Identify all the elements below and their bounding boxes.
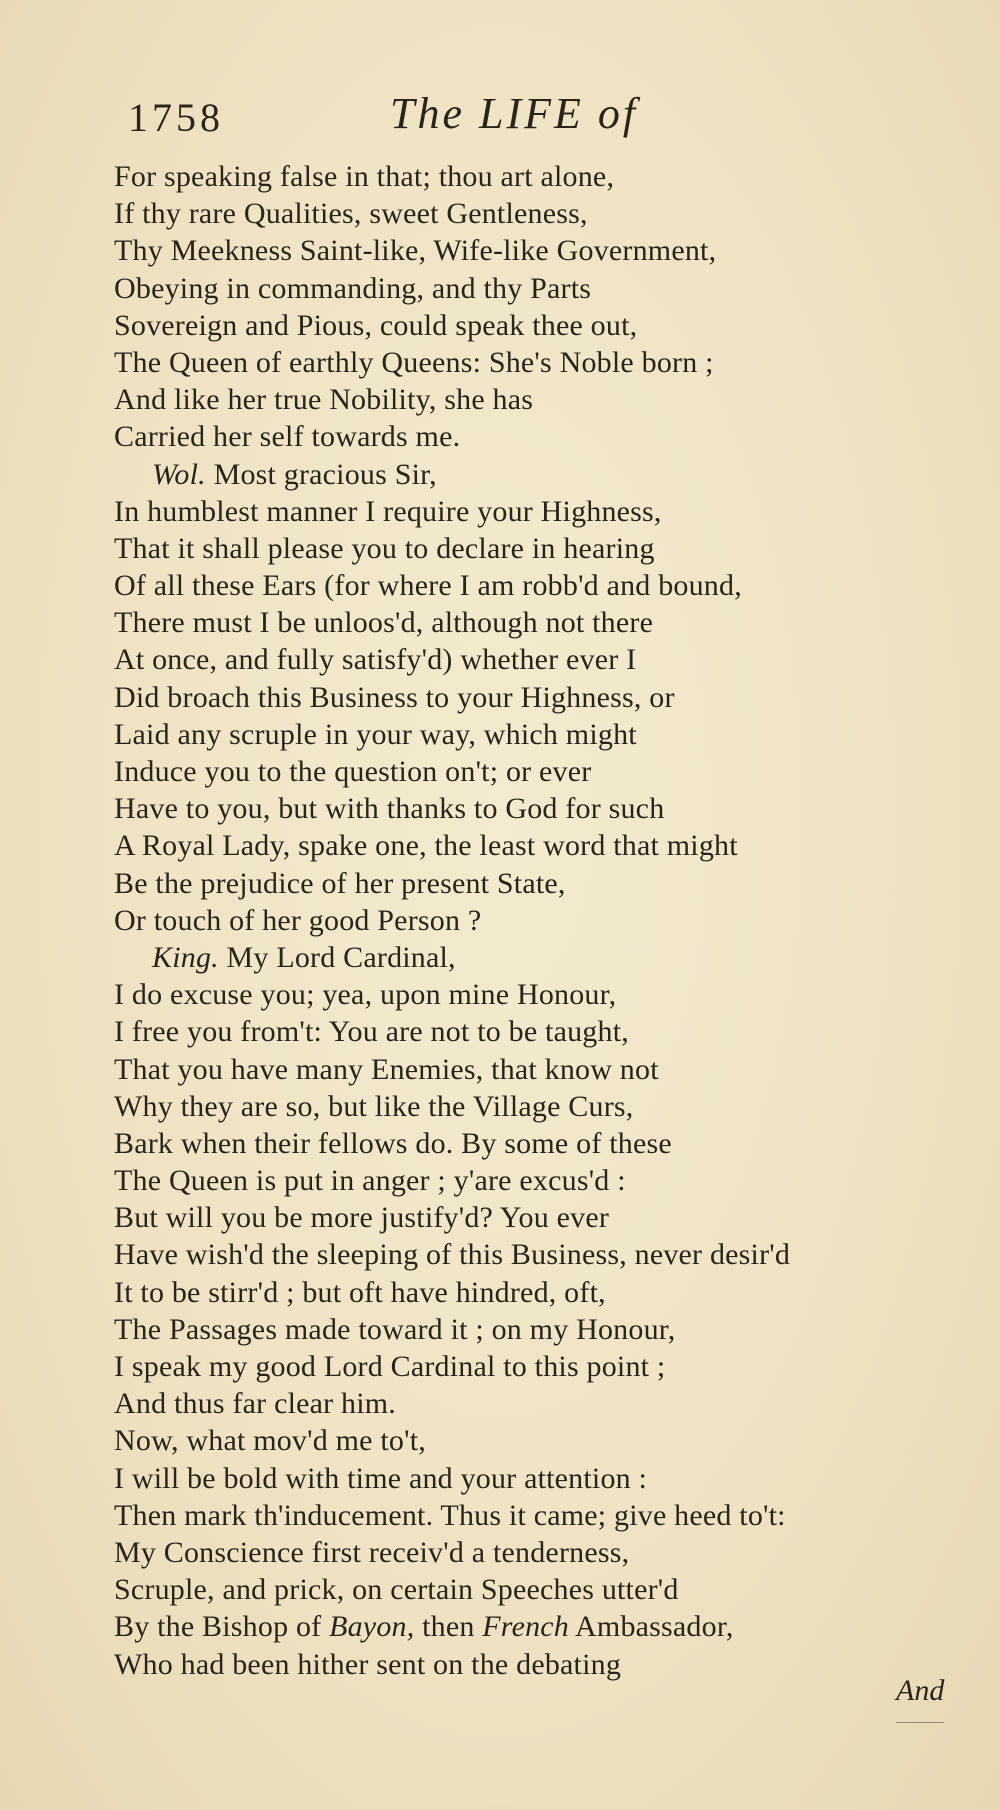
text-line [114, 865, 994, 902]
text-line [114, 1125, 994, 1162]
verse-text [114, 158, 994, 1683]
line-text: Scruple, and prick, on certain Speeches utter'd [114, 1573, 679, 1607]
text-line [114, 1088, 994, 1125]
line-text: In humblest manner I require your Highness, [114, 494, 662, 528]
text-line [114, 753, 994, 790]
line-text: And thus far clear him. [114, 1387, 397, 1421]
line-text: Laid any scruple in your way, which might [114, 717, 637, 751]
text-line [114, 1162, 994, 1199]
italic-word: Bayon, [329, 1610, 415, 1644]
line-text: Bark when their fellows do. By some of these [114, 1126, 672, 1160]
line-text: Thy Meekness Saint-like, Wife-like Government, [114, 234, 717, 268]
line-text: I do excuse you; yea, upon mine Honour, [114, 978, 617, 1012]
line-text: But will you be more justify'd? You ever [114, 1201, 610, 1235]
line-text: My Lord Cardinal, [218, 940, 456, 974]
text-line [114, 232, 994, 269]
page-header [128, 88, 848, 148]
line-text: Why they are so, but like the Village Curs, [114, 1089, 634, 1123]
line-text: I will be bold with time and your attention : [114, 1461, 648, 1495]
line-text: If thy rare Qualities, sweet Gentleness, [114, 197, 588, 231]
text-line [114, 493, 994, 530]
text-line [114, 1013, 994, 1050]
line-text: Ambassador, [569, 1610, 734, 1644]
line-text: Most gracious Sir, [205, 457, 437, 491]
text-line [114, 1385, 994, 1422]
text-line [114, 1199, 994, 1236]
text-line [114, 1571, 994, 1608]
text-line [114, 567, 994, 604]
text-line [114, 381, 994, 418]
text-line [114, 827, 994, 864]
line-text: There must I be unloos'd, although not there [114, 606, 654, 640]
text-line [114, 939, 994, 976]
text-line [114, 1608, 994, 1645]
line-text: My Conscience first receiv'd a tenderness, [114, 1535, 630, 1569]
line-text: A Royal Lady, spake one, the least word that might [114, 829, 738, 863]
text-line [114, 679, 994, 716]
line-text: Or touch of her good Person ? [114, 903, 482, 937]
line-text: I speak my good Lord Cardinal to this point ; [114, 1350, 666, 1383]
text-line [114, 604, 994, 641]
catchword: And [896, 1674, 945, 1707]
text-line [114, 1646, 994, 1683]
text-line [114, 158, 994, 195]
text-line [114, 641, 994, 678]
text-line [114, 530, 994, 567]
text-line [114, 1311, 994, 1348]
text-line [114, 790, 994, 827]
text-line [114, 1348, 994, 1385]
line-text: Have wish'd the sleeping of this Business, never desir'd [114, 1238, 791, 1272]
line-text: It to be stirr'd ; but oft have hindred, oft, [114, 1275, 606, 1309]
line-text: At once, and fully satisfy'd) whether ever I [114, 643, 637, 677]
text-line [114, 716, 994, 753]
text-line [114, 307, 994, 344]
line-text: That it shall please you to declare in hearing [114, 531, 655, 565]
line-text: Induce you to the question on't; or ever [114, 755, 592, 788]
line-text: Have to you, but with thanks to God for such [114, 792, 665, 826]
line-text: then [414, 1610, 483, 1644]
line-text: Sovereign and Pious, could speak thee out, [114, 308, 638, 342]
running-title: The LIFE of [390, 89, 639, 138]
text-line [114, 976, 994, 1013]
speaker-name: Wol. [152, 457, 206, 491]
catchword-rule [896, 1722, 944, 1723]
text-line [114, 1236, 994, 1273]
line-text: For speaking false in that; thou art alone, [114, 160, 615, 193]
text-line [114, 418, 994, 455]
line-text: That you have many Enemies, that know not [114, 1052, 659, 1086]
text-line [114, 456, 994, 493]
text-line [114, 270, 994, 307]
text-line [114, 1274, 994, 1311]
line-text: I free you from't: You are not to be taught, [114, 1015, 629, 1049]
text-line [114, 902, 994, 939]
line-text: The Passages made toward it ; on my Honour, [114, 1312, 676, 1346]
text-line [114, 1534, 994, 1571]
text-line [114, 344, 994, 381]
line-text: Of all these Ears (for where I am robb'd and bound, [114, 569, 742, 603]
line-text: Obeying in commanding, and thy Parts [114, 271, 592, 305]
speaker-name: King. [152, 940, 219, 974]
text-line [114, 1051, 994, 1088]
line-text: The Queen of earthly Queens: She's Noble born ; [114, 345, 714, 379]
line-text: Did broach this Business to your Highness, or [114, 680, 675, 714]
line-text: Carried her self towards me. [114, 420, 461, 454]
text-line [114, 1460, 994, 1497]
line-text: By the Bishop of [114, 1610, 330, 1644]
page-number: 1758 [128, 95, 224, 140]
line-text: Now, what mov'd me to't, [114, 1424, 426, 1458]
line-text: Then mark th'inducement. Thus it came; give heed to't: [114, 1498, 786, 1532]
line-text: The Queen is put in anger ; y'are excus'd : [114, 1164, 626, 1198]
italic-word: French [482, 1610, 569, 1644]
text-line [114, 1422, 994, 1459]
line-text: And like her true Nobility, she has [114, 383, 534, 417]
line-text: Be the prejudice of her present State, [114, 866, 566, 900]
line-text: Who had been hither sent on the debating [114, 1647, 622, 1681]
text-line [114, 195, 994, 232]
text-line [114, 1497, 994, 1534]
